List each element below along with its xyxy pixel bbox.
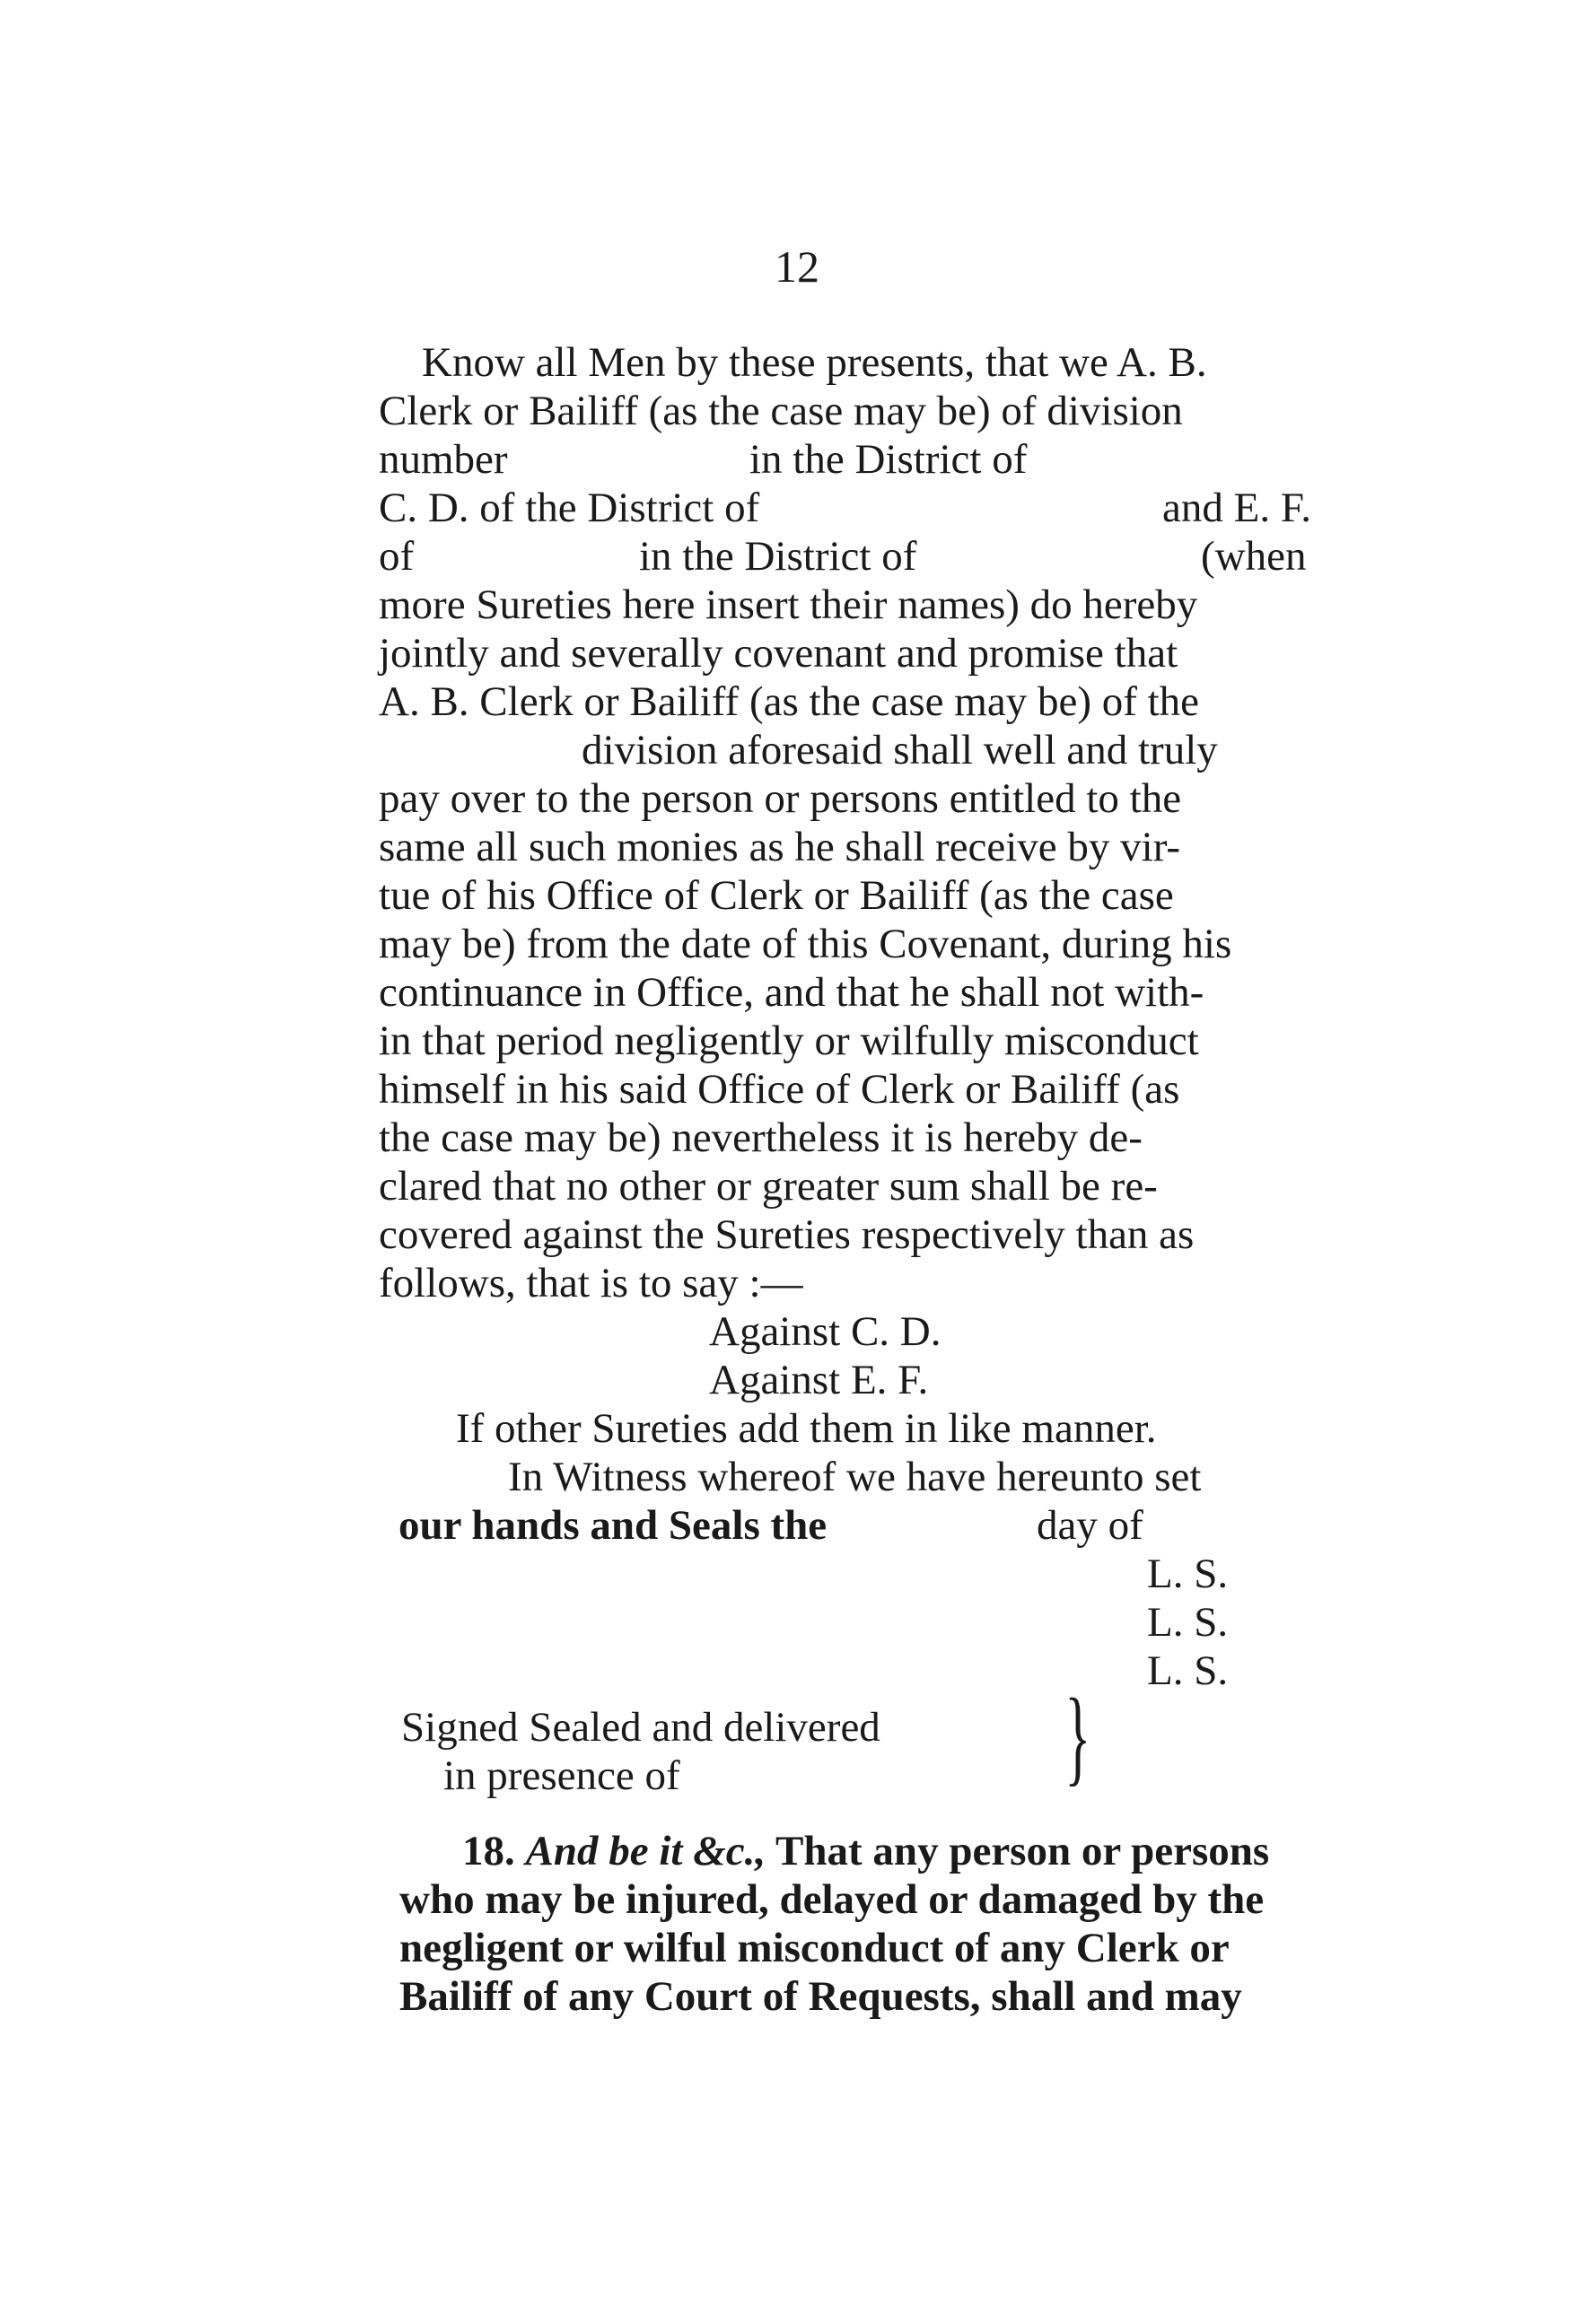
form-line-2	[379, 387, 1319, 435]
form-line-text: number	[379, 436, 508, 483]
form-line-5c	[1201, 532, 1306, 581]
section-18-line-3: negligent or wilful misconduct of any Clerk or	[399, 1925, 1230, 1971]
form-line-18	[379, 1162, 1158, 1210]
form-line-6	[379, 581, 1197, 629]
form-line-text: in the District of	[639, 533, 917, 580]
form-line-11	[379, 823, 1180, 871]
other-sureties: If other Sureties add them in like manner.	[456, 1405, 1157, 1452]
form-line-8	[379, 677, 1199, 726]
form-line-text: (when	[1201, 533, 1307, 580]
form-line-text: A. B. Clerk or Bailiff (as the case may be) of the	[379, 678, 1200, 725]
form-line-5b	[639, 532, 916, 581]
form-line-text: of	[379, 533, 415, 580]
against-ef: Against E. F.	[709, 1357, 929, 1403]
seal-3: L. S.	[1147, 1647, 1229, 1694]
form-line-text: more Sureties here insert their names) do hereby	[379, 581, 1198, 628]
section-18-line-4: Bailiff of any Court of Requests, shall and may	[399, 1973, 1242, 2020]
enacting-clause: And be it &c.,	[525, 1828, 766, 1874]
form-line-text: continuance in Office, and that he shall not with-	[379, 969, 1204, 1016]
section-18-line-1	[462, 1827, 1269, 1875]
page-number: 12	[775, 241, 819, 292]
signed-line-2: in presence of	[443, 1752, 680, 1799]
form-line-text: tue of his Office of Clerk or Bailiff (as the case	[379, 872, 1174, 919]
form-line-4a	[379, 484, 759, 532]
witness-line-2b: day of	[1037, 1502, 1143, 1549]
form-line-text: himself in his said Office of Clerk or Bailiff (as	[379, 1066, 1180, 1113]
form-line-20	[379, 1259, 803, 1307]
section-18-line-1-rest: That any person or persons	[775, 1828, 1270, 1874]
form-line-text: follows, that is to say :—	[379, 1260, 803, 1306]
form-line-text: C. D. of the District of	[379, 485, 760, 531]
form-line-13	[379, 920, 1231, 968]
form-line-16	[379, 1065, 1179, 1114]
form-line-text: in the District of	[749, 436, 1028, 483]
signed-line-1: Signed Sealed and delivered	[401, 1704, 880, 1751]
form-line-1	[422, 338, 1319, 387]
form-line-text: Clerk or Bailiff (as the case may be) of division	[379, 388, 1183, 434]
form-line-15	[379, 1017, 1199, 1065]
seal-1: L. S.	[1147, 1551, 1229, 1597]
form-line-text: jointly and severally covenant and promise that	[379, 630, 1178, 677]
form-line-text: may be) from the date of this Covenant, during his	[379, 921, 1232, 967]
brace-icon: }	[1064, 1676, 1091, 1795]
form-line-3b	[749, 435, 1027, 484]
witness-line-2a: our hands and Seals the	[398, 1502, 828, 1549]
form-line-text: clared that no other or greater sum shall be re-	[379, 1163, 1158, 1210]
against-cd: Against C. D.	[709, 1308, 942, 1355]
seal-2: L. S.	[1147, 1599, 1229, 1646]
form-line-text: and E. F.	[1162, 485, 1311, 531]
section-number: 18.	[462, 1828, 515, 1874]
form-line-14	[379, 968, 1204, 1017]
form-line-7	[379, 629, 1178, 677]
form-line-text: same all such monies as he shall receive by vir-	[379, 824, 1181, 870]
form-line-text: in that period negligently or wilfully misconduct	[379, 1018, 1199, 1064]
form-line-text: the case may be) nevertheless it is hereby de-	[379, 1114, 1143, 1161]
form-line-5a	[379, 532, 414, 581]
form-line-12	[379, 871, 1174, 920]
form-line-text: pay over to the person or persons entitled to the	[379, 775, 1182, 822]
form-line-19	[379, 1210, 1194, 1259]
form-line-4b	[1162, 484, 1311, 532]
section-18-line-2: who may be injured, delayed or damaged by the	[399, 1876, 1265, 1923]
form-line-text: Know all Men by these presents, that we A. B.	[422, 339, 1207, 386]
form-line-10	[379, 774, 1181, 823]
form-line-text: division aforesaid shall well and truly	[582, 727, 1218, 773]
form-line-text: covered against the Sureties respectively than as	[379, 1211, 1195, 1258]
form-line-17	[379, 1114, 1143, 1162]
form-line-3a	[379, 435, 508, 484]
form-line-9	[582, 726, 1218, 774]
witness-line-1: In Witness whereof we have hereunto set	[508, 1454, 1202, 1500]
